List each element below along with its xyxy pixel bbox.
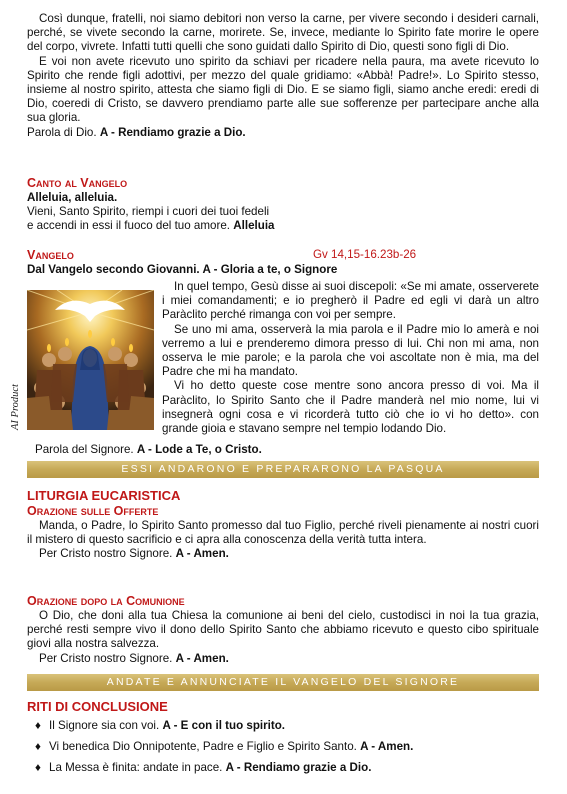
vangelo-closing-line: [35, 443, 535, 457]
comunione-closing: Per Cristo nostro Signore.: [39, 651, 173, 665]
vangelo-intro: Dal Vangelo secondo Giovanni.: [27, 263, 200, 276]
canto-alleluia-end: Alleluia: [233, 219, 275, 233]
first-reading: [27, 12, 539, 140]
canto-line-2: e accendi in essi il fuoco del tuo amore.: [27, 219, 231, 233]
vangelo-paragraph-3: Vi ho detto queste cose mentre sono ancora presso di voi. Ma il Paràclito, lo Spirito Santo che il Padre manderà nel mio nome, lui vi insegnerà ogni cosa e vi ricorderà tutto ciò che io vi ho detto». con grande gioia e stavano sempre nel tempio lodando Dio.: [162, 379, 539, 436]
banner-preparation: ESSI ANDARONO E PREPARARONO LA PASQUA: [27, 461, 539, 478]
vangelo-header: [27, 248, 539, 277]
pentecost-artwork: [27, 290, 154, 430]
riti-title: RITI DI CONCLUSIONE: [27, 699, 168, 714]
reading-closing: Parola di Dio.: [27, 125, 97, 139]
liturgia-title: LITURGIA EUCARISTICA: [27, 488, 181, 503]
liturgia-section: [27, 488, 539, 562]
comunione-title: Orazione dopo la Comunione: [27, 594, 185, 608]
offerte-response: A - Amen.: [175, 547, 229, 561]
comunione-closing-line: [27, 652, 539, 666]
riti-item-response: A - E con il tuo spirito.: [162, 719, 286, 732]
diamond-icon: ♦: [35, 761, 41, 774]
vangelo-title: Vangelo: [27, 248, 74, 262]
canto-title: Canto al Vangelo: [27, 176, 128, 190]
riti-item-text: Vi benedica Dio Onnipotente, Padre e Figlio e Spirito Santo.: [49, 740, 357, 753]
reading-closing-line: [27, 126, 539, 140]
comunione-section: [27, 594, 539, 666]
diamond-icon: ♦: [35, 740, 41, 753]
image-credit: AI Product: [10, 384, 21, 430]
riti-item-response: A - Rendiamo grazie a Dio.: [225, 761, 372, 774]
canto-line-1: Vieni, Santo Spirito, riempi i cuori dei tuoi fedeli: [27, 205, 270, 219]
canto-section: [27, 176, 539, 234]
offerte-closing: Per Cristo nostro Signore.: [39, 547, 173, 561]
vangelo-reference: Gv 14,15-16.23b-26: [313, 248, 417, 261]
vangelo-response: A - Lode a Te, o Cristo.: [136, 443, 262, 456]
reading-paragraph-1: Così dunque, fratelli, noi siamo debitori non verso la carne, per vivere secondo i desideri carnali, perché, se vivete secondo la carne, morirete. Se, invece, mediante lo Spirito fate morire le opere del corpo, vivrete. Infatti tutti quelli che sono guidati dallo Spirito di Dio, questi sono figli di Dio.: [27, 12, 539, 54]
diamond-icon: ♦: [35, 719, 41, 732]
comunione-response: A - Amen.: [175, 651, 229, 665]
vangelo-closing: Parola del Signore.: [35, 443, 134, 456]
offerte-closing-line: [27, 547, 539, 561]
canto-line-2-wrap: [27, 219, 539, 233]
offerte-title: Orazione sulle Offerte: [27, 504, 159, 518]
riti-item: [35, 739, 539, 755]
offerte-text: Manda, o Padre, lo Spirito Santo promesso dal tuo Figlio, perché riveli pienamente ai nostri cuori il mistero di questo sacrificio e ci apra alla conoscenza della verità tutta intera.: [27, 519, 539, 547]
vangelo-text: [162, 280, 539, 436]
banner-announce: ANDATE E ANNUNCIATE IL VANGELO DEL SIGNORE: [27, 674, 539, 691]
reading-paragraph-2: E voi non avete ricevuto uno spirito da schiavi per ricadere nella paura, ma avete ricevuto lo Spirito che rende figli adottivi, per mezzo del quale gridiamo: «Abbà! Padre!». Lo Spirito stesso, insieme al nostro spirito, attesta che siamo figli di Dio. E se siamo figli, siamo anche eredi: eredi di Dio, coeredi di Cristo, se davvero prendiamo parte alle sue sofferenze per partecipare anche alla sua gloria.: [27, 54, 539, 125]
riti-item: [35, 760, 539, 776]
canto-alleluia: Alleluia, alleluia.: [27, 191, 118, 204]
vangelo-intro-response: A - Gloria a te, o Signore: [202, 263, 338, 276]
pentecost-illustration: [27, 290, 154, 430]
comunione-text: O Dio, che doni alla tua Chiesa la comunione ai beni del cielo, custodisci in noi la tua grazia, perché resti sempre vivo il dono dello Spirito Santo che abbiamo ricevuto e questo cibo spirituale giovi alla nostra salvezza.: [27, 609, 539, 651]
reading-response: A - Rendiamo grazie a Dio.: [99, 125, 246, 139]
vangelo-paragraph-2: Se uno mi ama, osserverà la mia parola e il Padre mio lo amerà e noi verremo a lui e prenderemo dimora presso di lui. Chi non mi ama, non osserva le mie parole; e la parola che voi ascoltate non è mia, ma del Padre che mi ha mandato.: [162, 322, 539, 379]
vangelo-paragraph-1: In quel tempo, Gesù disse ai suoi discepoli: «Se mi amate, osserverete i miei comandamenti; e io pregherò il Padre ed egli vi darà un altro Paràclito perché rimanga con voi per sempre.: [162, 280, 539, 322]
riti-item: [35, 718, 539, 734]
riti-section: [27, 699, 539, 776]
riti-item-text: La Messa è finita: andate in pace.: [49, 761, 223, 774]
riti-item-response: A - Amen.: [360, 740, 414, 753]
riti-item-text: Il Signore sia con voi.: [49, 719, 160, 732]
vangelo-intro-line: [27, 263, 539, 277]
